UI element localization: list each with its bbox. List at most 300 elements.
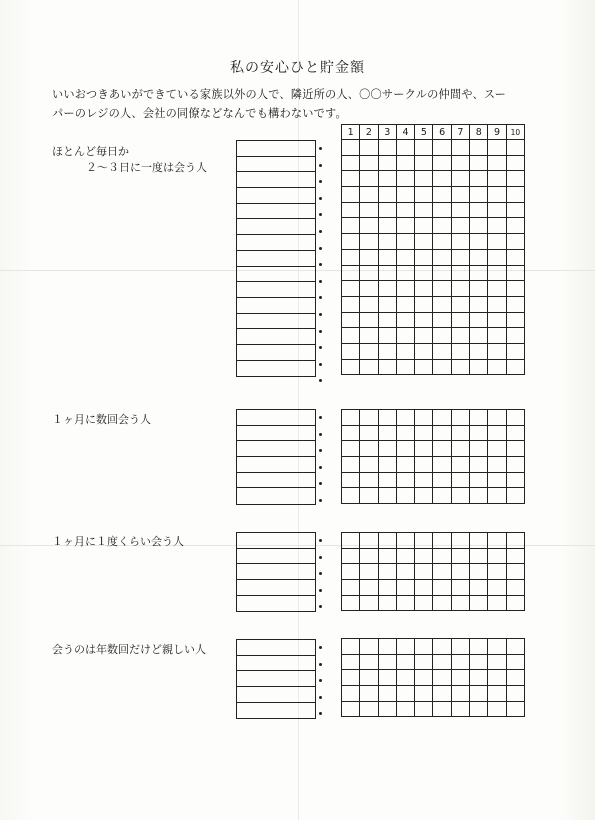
grid-cell[interactable] xyxy=(378,249,396,265)
name-field-group[interactable] xyxy=(236,409,316,505)
grid-cell[interactable] xyxy=(470,171,488,187)
grid-cell[interactable] xyxy=(506,548,524,564)
grid-cell[interactable] xyxy=(415,595,433,611)
grid-cell[interactable] xyxy=(360,441,378,457)
grid-cell[interactable] xyxy=(415,312,433,328)
grid-cell[interactable] xyxy=(451,670,469,686)
grid-cell[interactable] xyxy=(451,234,469,250)
grid-cell[interactable] xyxy=(470,202,488,218)
grid-cell[interactable] xyxy=(470,218,488,234)
grid-cell[interactable] xyxy=(342,328,360,344)
grid-cell[interactable] xyxy=(506,654,524,670)
grid-cell[interactable] xyxy=(488,488,506,504)
grid-cell[interactable] xyxy=(488,202,506,218)
grid-cell[interactable] xyxy=(433,410,451,426)
grid-cell[interactable] xyxy=(433,171,451,187)
grid-cell[interactable] xyxy=(342,202,360,218)
grid-cell[interactable] xyxy=(360,218,378,234)
grid-cell[interactable] xyxy=(470,488,488,504)
grid-cell[interactable] xyxy=(396,488,414,504)
grid-cell[interactable] xyxy=(342,343,360,359)
grid-cell[interactable] xyxy=(360,171,378,187)
grid-cell[interactable] xyxy=(378,265,396,281)
grid-cell[interactable] xyxy=(378,218,396,234)
grid-cell[interactable] xyxy=(488,171,506,187)
grid-cell[interactable] xyxy=(470,686,488,702)
grid-cell[interactable] xyxy=(415,218,433,234)
grid-cell[interactable] xyxy=(342,296,360,312)
grid-cell[interactable] xyxy=(360,686,378,702)
grid-cell[interactable] xyxy=(342,218,360,234)
grid-cell[interactable] xyxy=(360,548,378,564)
grid-cell[interactable] xyxy=(433,639,451,655)
grid-cell[interactable] xyxy=(488,472,506,488)
grid-cell[interactable] xyxy=(470,328,488,344)
grid-cell[interactable] xyxy=(378,441,396,457)
grid-cell[interactable] xyxy=(506,202,524,218)
grid-cell[interactable] xyxy=(342,488,360,504)
grid-cell[interactable] xyxy=(506,639,524,655)
grid-cell[interactable] xyxy=(433,472,451,488)
grid-cell[interactable] xyxy=(396,234,414,250)
grid-cell[interactable] xyxy=(378,187,396,203)
grid-cell[interactable] xyxy=(470,296,488,312)
grid-cell[interactable] xyxy=(506,328,524,344)
grid-cell[interactable] xyxy=(488,234,506,250)
name-field-group[interactable] xyxy=(236,639,316,719)
grid-cell[interactable] xyxy=(415,670,433,686)
grid-cell[interactable] xyxy=(433,328,451,344)
grid-cell[interactable] xyxy=(342,281,360,297)
grid-cell[interactable] xyxy=(433,457,451,473)
grid-cell[interactable] xyxy=(433,155,451,171)
grid-cell[interactable] xyxy=(360,202,378,218)
grid-cell[interactable] xyxy=(451,564,469,580)
grid-cell[interactable] xyxy=(360,155,378,171)
grid-cell[interactable] xyxy=(488,328,506,344)
grid-cell[interactable] xyxy=(470,281,488,297)
grid-cell[interactable] xyxy=(470,533,488,549)
grid-cell[interactable] xyxy=(506,472,524,488)
grid-cell[interactable] xyxy=(433,359,451,375)
grid-cell[interactable] xyxy=(506,249,524,265)
grid-cell[interactable] xyxy=(506,281,524,297)
grid-cell[interactable] xyxy=(470,234,488,250)
grid-cell[interactable] xyxy=(506,595,524,611)
grid-cell[interactable] xyxy=(470,312,488,328)
grid-cell[interactable] xyxy=(488,533,506,549)
grid-cell[interactable] xyxy=(451,639,469,655)
grid-cell[interactable] xyxy=(433,281,451,297)
grid-cell[interactable] xyxy=(415,281,433,297)
grid-cell[interactable] xyxy=(396,328,414,344)
grid-cell[interactable] xyxy=(415,249,433,265)
grid-cell[interactable] xyxy=(396,140,414,156)
grid-cell[interactable] xyxy=(360,639,378,655)
grid-cell[interactable] xyxy=(415,155,433,171)
grid-cell[interactable] xyxy=(342,654,360,670)
grid-cell[interactable] xyxy=(433,595,451,611)
grid-cell[interactable] xyxy=(396,202,414,218)
grid-cell[interactable] xyxy=(451,265,469,281)
grid-cell[interactable] xyxy=(360,701,378,717)
grid-cell[interactable] xyxy=(396,654,414,670)
grid-cell[interactable] xyxy=(451,312,469,328)
grid-cell[interactable] xyxy=(433,441,451,457)
grid-cell[interactable] xyxy=(396,312,414,328)
grid-cell[interactable] xyxy=(433,140,451,156)
grid-cell[interactable] xyxy=(360,533,378,549)
grid-cell[interactable] xyxy=(342,580,360,596)
grid-cell[interactable] xyxy=(415,425,433,441)
grid-cell[interactable] xyxy=(451,488,469,504)
grid-cell[interactable] xyxy=(470,155,488,171)
grid-cell[interactable] xyxy=(415,580,433,596)
grid-cell[interactable] xyxy=(415,202,433,218)
grid-cell[interactable] xyxy=(396,457,414,473)
grid-cell[interactable] xyxy=(506,312,524,328)
grid-cell[interactable] xyxy=(415,686,433,702)
grid-cell[interactable] xyxy=(488,281,506,297)
grid-cell[interactable] xyxy=(451,472,469,488)
grid-cell[interactable] xyxy=(470,249,488,265)
grid-cell[interactable] xyxy=(488,187,506,203)
grid-cell[interactable] xyxy=(342,564,360,580)
grid-cell[interactable] xyxy=(451,533,469,549)
grid-cell[interactable] xyxy=(451,343,469,359)
grid-cell[interactable] xyxy=(342,548,360,564)
grid-cell[interactable] xyxy=(451,359,469,375)
grid-cell[interactable] xyxy=(415,140,433,156)
grid-cell[interactable] xyxy=(360,234,378,250)
grid-cell[interactable] xyxy=(396,296,414,312)
grid-cell[interactable] xyxy=(396,218,414,234)
grid-cell[interactable] xyxy=(433,425,451,441)
grid-cell[interactable] xyxy=(396,441,414,457)
name-field-group[interactable] xyxy=(236,140,316,377)
grid-cell[interactable] xyxy=(360,488,378,504)
grid-cell[interactable] xyxy=(360,249,378,265)
grid-cell[interactable] xyxy=(451,425,469,441)
grid-cell[interactable] xyxy=(415,639,433,655)
grid-cell[interactable] xyxy=(488,595,506,611)
grid-cell[interactable] xyxy=(396,343,414,359)
grid-cell[interactable] xyxy=(396,564,414,580)
grid-cell[interactable] xyxy=(433,564,451,580)
grid-cell[interactable] xyxy=(488,359,506,375)
grid-cell[interactable] xyxy=(506,670,524,686)
grid-cell[interactable] xyxy=(488,140,506,156)
grid-cell[interactable] xyxy=(360,457,378,473)
grid-cell[interactable] xyxy=(488,564,506,580)
grid-cell[interactable] xyxy=(433,686,451,702)
grid-cell[interactable] xyxy=(470,457,488,473)
grid-cell[interactable] xyxy=(470,410,488,426)
grid-cell[interactable] xyxy=(451,457,469,473)
grid-cell[interactable] xyxy=(378,472,396,488)
grid-cell[interactable] xyxy=(360,281,378,297)
grid-cell[interactable] xyxy=(470,564,488,580)
grid-cell[interactable] xyxy=(342,670,360,686)
grid-cell[interactable] xyxy=(415,472,433,488)
grid-cell[interactable] xyxy=(488,265,506,281)
score-grid[interactable] xyxy=(341,638,525,717)
grid-cell[interactable] xyxy=(451,580,469,596)
grid-cell[interactable] xyxy=(451,441,469,457)
grid-cell[interactable] xyxy=(506,359,524,375)
grid-cell[interactable] xyxy=(378,701,396,717)
grid-cell[interactable] xyxy=(415,187,433,203)
grid-cell[interactable] xyxy=(506,425,524,441)
grid-cell[interactable] xyxy=(415,488,433,504)
grid-cell[interactable] xyxy=(470,425,488,441)
grid-cell[interactable] xyxy=(360,359,378,375)
grid-cell[interactable] xyxy=(378,328,396,344)
grid-cell[interactable] xyxy=(470,359,488,375)
grid-cell[interactable] xyxy=(378,488,396,504)
grid-cell[interactable] xyxy=(433,218,451,234)
grid-cell[interactable] xyxy=(378,140,396,156)
score-grid[interactable] xyxy=(341,532,525,611)
grid-cell[interactable] xyxy=(396,580,414,596)
grid-cell[interactable] xyxy=(378,171,396,187)
grid-cell[interactable] xyxy=(451,548,469,564)
grid-cell[interactable] xyxy=(415,701,433,717)
grid-cell[interactable] xyxy=(433,488,451,504)
grid-cell[interactable] xyxy=(378,548,396,564)
grid-cell[interactable] xyxy=(396,187,414,203)
grid-cell[interactable] xyxy=(506,343,524,359)
grid-cell[interactable] xyxy=(396,686,414,702)
grid-cell[interactable] xyxy=(488,457,506,473)
grid-cell[interactable] xyxy=(342,441,360,457)
grid-cell[interactable] xyxy=(396,472,414,488)
grid-cell[interactable] xyxy=(378,686,396,702)
grid-cell[interactable] xyxy=(470,140,488,156)
grid-cell[interactable] xyxy=(488,249,506,265)
grid-cell[interactable] xyxy=(470,441,488,457)
grid-cell[interactable] xyxy=(360,328,378,344)
grid-cell[interactable] xyxy=(488,410,506,426)
grid-cell[interactable] xyxy=(378,296,396,312)
grid-cell[interactable] xyxy=(342,171,360,187)
grid-cell[interactable] xyxy=(506,533,524,549)
grid-cell[interactable] xyxy=(415,564,433,580)
grid-cell[interactable] xyxy=(415,328,433,344)
grid-cell[interactable] xyxy=(470,654,488,670)
grid-cell[interactable] xyxy=(470,670,488,686)
grid-cell[interactable] xyxy=(396,155,414,171)
grid-cell[interactable] xyxy=(433,701,451,717)
grid-cell[interactable] xyxy=(396,595,414,611)
grid-cell[interactable] xyxy=(342,595,360,611)
name-field-group[interactable] xyxy=(236,532,316,612)
grid-cell[interactable] xyxy=(396,639,414,655)
grid-cell[interactable] xyxy=(470,548,488,564)
grid-cell[interactable] xyxy=(360,312,378,328)
grid-cell[interactable] xyxy=(506,296,524,312)
grid-cell[interactable] xyxy=(342,249,360,265)
grid-cell[interactable] xyxy=(470,639,488,655)
grid-cell[interactable] xyxy=(378,425,396,441)
grid-cell[interactable] xyxy=(506,441,524,457)
grid-cell[interactable] xyxy=(451,701,469,717)
grid-cell[interactable] xyxy=(342,472,360,488)
grid-cell[interactable] xyxy=(342,701,360,717)
grid-cell[interactable] xyxy=(360,654,378,670)
grid-cell[interactable] xyxy=(451,686,469,702)
grid-cell[interactable] xyxy=(433,654,451,670)
grid-cell[interactable] xyxy=(470,472,488,488)
grid-cell[interactable] xyxy=(470,580,488,596)
grid-cell[interactable] xyxy=(378,343,396,359)
grid-cell[interactable] xyxy=(360,580,378,596)
grid-cell[interactable] xyxy=(488,296,506,312)
grid-cell[interactable] xyxy=(415,533,433,549)
grid-cell[interactable] xyxy=(451,187,469,203)
grid-cell[interactable] xyxy=(451,410,469,426)
grid-cell[interactable] xyxy=(360,187,378,203)
grid-cell[interactable] xyxy=(506,265,524,281)
grid-cell[interactable] xyxy=(451,249,469,265)
grid-cell[interactable] xyxy=(396,701,414,717)
grid-cell[interactable] xyxy=(415,265,433,281)
grid-cell[interactable] xyxy=(342,686,360,702)
grid-cell[interactable] xyxy=(360,425,378,441)
grid-cell[interactable] xyxy=(470,265,488,281)
grid-cell[interactable] xyxy=(433,548,451,564)
grid-cell[interactable] xyxy=(506,580,524,596)
grid-cell[interactable] xyxy=(488,701,506,717)
grid-cell[interactable] xyxy=(451,296,469,312)
grid-cell[interactable] xyxy=(488,654,506,670)
grid-cell[interactable] xyxy=(433,312,451,328)
grid-cell[interactable] xyxy=(378,670,396,686)
grid-cell[interactable] xyxy=(506,410,524,426)
score-grid[interactable] xyxy=(341,124,525,375)
grid-cell[interactable] xyxy=(378,281,396,297)
grid-cell[interactable] xyxy=(433,202,451,218)
grid-cell[interactable] xyxy=(360,265,378,281)
grid-cell[interactable] xyxy=(488,639,506,655)
grid-cell[interactable] xyxy=(378,654,396,670)
grid-cell[interactable] xyxy=(488,686,506,702)
grid-cell[interactable] xyxy=(470,187,488,203)
grid-cell[interactable] xyxy=(433,187,451,203)
grid-cell[interactable] xyxy=(506,564,524,580)
grid-cell[interactable] xyxy=(433,296,451,312)
grid-cell[interactable] xyxy=(360,343,378,359)
grid-cell[interactable] xyxy=(451,328,469,344)
grid-cell[interactable] xyxy=(451,654,469,670)
grid-cell[interactable] xyxy=(506,488,524,504)
grid-cell[interactable] xyxy=(415,359,433,375)
grid-cell[interactable] xyxy=(488,548,506,564)
grid-cell[interactable] xyxy=(415,410,433,426)
grid-cell[interactable] xyxy=(451,595,469,611)
grid-cell[interactable] xyxy=(342,155,360,171)
grid-cell[interactable] xyxy=(433,580,451,596)
grid-cell[interactable] xyxy=(396,281,414,297)
grid-cell[interactable] xyxy=(470,701,488,717)
grid-cell[interactable] xyxy=(360,140,378,156)
grid-cell[interactable] xyxy=(433,533,451,549)
grid-cell[interactable] xyxy=(488,312,506,328)
grid-cell[interactable] xyxy=(396,533,414,549)
grid-cell[interactable] xyxy=(433,249,451,265)
grid-cell[interactable] xyxy=(378,595,396,611)
grid-cell[interactable] xyxy=(415,234,433,250)
grid-cell[interactable] xyxy=(396,670,414,686)
grid-cell[interactable] xyxy=(378,410,396,426)
grid-cell[interactable] xyxy=(488,155,506,171)
grid-cell[interactable] xyxy=(378,155,396,171)
grid-cell[interactable] xyxy=(506,686,524,702)
grid-cell[interactable] xyxy=(506,140,524,156)
grid-cell[interactable] xyxy=(451,155,469,171)
grid-cell[interactable] xyxy=(506,187,524,203)
grid-cell[interactable] xyxy=(506,457,524,473)
grid-cell[interactable] xyxy=(506,155,524,171)
grid-cell[interactable] xyxy=(342,639,360,655)
grid-cell[interactable] xyxy=(360,670,378,686)
grid-cell[interactable] xyxy=(378,202,396,218)
grid-cell[interactable] xyxy=(342,410,360,426)
grid-cell[interactable] xyxy=(378,564,396,580)
grid-cell[interactable] xyxy=(506,171,524,187)
grid-cell[interactable] xyxy=(360,472,378,488)
grid-cell[interactable] xyxy=(342,265,360,281)
grid-cell[interactable] xyxy=(415,343,433,359)
grid-cell[interactable] xyxy=(378,580,396,596)
grid-cell[interactable] xyxy=(451,140,469,156)
grid-cell[interactable] xyxy=(451,202,469,218)
grid-cell[interactable] xyxy=(396,171,414,187)
grid-cell[interactable] xyxy=(415,296,433,312)
grid-cell[interactable] xyxy=(342,187,360,203)
grid-cell[interactable] xyxy=(415,548,433,564)
grid-cell[interactable] xyxy=(451,218,469,234)
grid-cell[interactable] xyxy=(470,595,488,611)
grid-cell[interactable] xyxy=(378,533,396,549)
grid-cell[interactable] xyxy=(378,359,396,375)
grid-cell[interactable] xyxy=(396,410,414,426)
grid-cell[interactable] xyxy=(433,670,451,686)
grid-cell[interactable] xyxy=(396,265,414,281)
grid-cell[interactable] xyxy=(415,457,433,473)
grid-cell[interactable] xyxy=(488,670,506,686)
grid-cell[interactable] xyxy=(451,281,469,297)
grid-cell[interactable] xyxy=(506,701,524,717)
grid-cell[interactable] xyxy=(378,234,396,250)
grid-cell[interactable] xyxy=(451,171,469,187)
grid-cell[interactable] xyxy=(433,343,451,359)
grid-cell[interactable] xyxy=(342,312,360,328)
grid-cell[interactable] xyxy=(433,265,451,281)
grid-cell[interactable] xyxy=(506,218,524,234)
grid-cell[interactable] xyxy=(360,564,378,580)
grid-cell[interactable] xyxy=(342,457,360,473)
grid-cell[interactable] xyxy=(342,425,360,441)
grid-cell[interactable] xyxy=(415,441,433,457)
grid-cell[interactable] xyxy=(396,249,414,265)
grid-cell[interactable] xyxy=(488,218,506,234)
grid-cell[interactable] xyxy=(378,312,396,328)
grid-cell[interactable] xyxy=(396,359,414,375)
grid-cell[interactable] xyxy=(342,533,360,549)
grid-cell[interactable] xyxy=(342,234,360,250)
grid-cell[interactable] xyxy=(360,296,378,312)
